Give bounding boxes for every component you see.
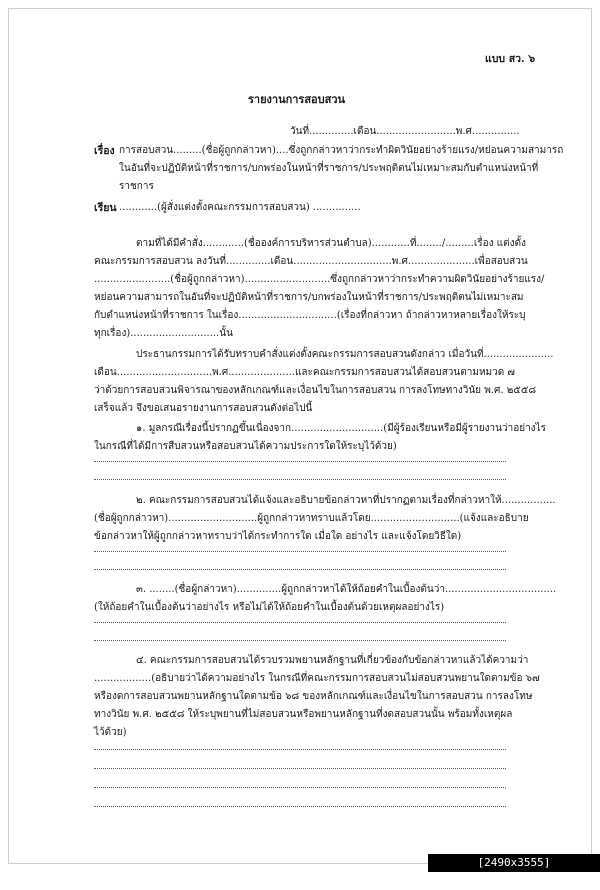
section-4-line: ๔. คณะกรรมการสอบสวนได้รวบรวมพยานหลักฐานที่เกี่ยวข้องกับข้อกล่าวหาแล้วได้ความว่า — [136, 655, 529, 666]
salutation-text: ............(ผู้สั่งแต่งตั้งคณะกรรมการสอบสวน) ............... — [119, 202, 361, 213]
blank-line — [94, 768, 506, 769]
blank-line — [94, 749, 506, 750]
section-4-line: ไว้ด้วย) — [94, 727, 127, 738]
subject-line: ราชการ — [119, 181, 154, 192]
watermark-link[interactable]: [2490x3555] https://upic.me/ — [428, 854, 600, 872]
blank-line — [94, 569, 506, 570]
salutation-label: เรียน — [94, 202, 117, 214]
section-1-line: ในกรณีที่ได้มีการสืบสวนหรือสอบสวนได้ความประการใดให้ระบุไว้ด้วย) — [94, 441, 397, 452]
page-title: รายงานการสอบสวน — [248, 93, 346, 106]
body-line: เสร็จแล้ว จึงขอเสนอรายงานการสอบสวนดังต่อไปนี้ — [94, 403, 313, 414]
blank-line — [94, 806, 506, 807]
section-3-line: ๓. ........(ชื่อผู้กล่าวหา)..............ผู้ถูกกล่าวหาได้ให้ถ้อยคำในเบื้องต้นว่า................................... — [136, 584, 557, 595]
blank-line — [94, 479, 506, 480]
section-2-line: ๒. คณะกรรมการสอบสวนได้แจ้งและอธิบายข้อกล่าวหาที่ปรากฏตามเรื่องที่กล่าวหาให้................. — [136, 495, 556, 506]
section-4-line: ..................(อธิบายว่าได้ความอย่างไร ในกรณีที่คณะกรรมการสอบสวนไม่สอบสวนพยานใดตามข้อ ๖๗ — [94, 673, 540, 684]
blank-line — [94, 461, 506, 462]
blank-line — [94, 640, 506, 641]
subject-line: การสอบสวน.........(ชื่อผู้ถูกกล่าวหา)....ซึ่งถูกกล่าวหาว่ากระทำผิดวินัยอย่างร้ายแรง/หย่อนความสามารถ — [119, 145, 564, 156]
body-line: ทุกเรื่อง)............................นั้น — [94, 328, 233, 339]
section-1-line: ๑. มูลกรณีเรื่องนี้ปรากฏขึ้นเนื่องจาก.............................(มีผู้ร้องเรียนหรือมีผู้รายงานว่าอย่างไร — [136, 423, 546, 434]
body-line: เดือน..............................พ.ศ.....................และคณะกรรมการสอบสวนได้สอบสวนตามหมวด ๗ — [94, 367, 515, 378]
section-4-line: ทางวินัย พ.ศ. ๒๕๕๘ ให้ระบุพยานที่ไม่สอบสวนหรือพยานหลักฐานที่งดสอบสวนนั้น พร้อมทั้งเหตุผล — [94, 709, 513, 720]
blank-line — [94, 622, 506, 623]
form-code: แบบ สว. ๖ — [485, 53, 536, 65]
body-line: กับตำแหน่งหน้าที่ราชการ ในเรื่อง...............................(เรื่องที่กล่าวหา ถ้ากล่าวหาหลายเรื่องให้ระบุ — [94, 310, 526, 321]
body-line: ตามที่ได้มีคำสั่ง.............(ชื่อองค์การบริหารส่วนตำบล)............ที่......../.........เรื่อง แต่งตั้ง — [136, 238, 526, 249]
body-line: ว่าด้วยการสอบสวนพิจารณาของหลักเกณฑ์และเงื่อนไขในการสอบสวน การลงโทษทางวินัย พ.ศ. ๒๕๕๘ — [94, 385, 537, 396]
body-line: ........................(ชื่อผู้ถูกกล่าวหา)...........................ซึ่งถูกกล่าวหาว่ากระทำความผิดวินัยอย่างร้ายแรง/ — [94, 274, 545, 285]
section-3-line: (ให้ถ้อยคำในเบื้องต้นว่าอย่างไร หรือไม่ได้ให้ถ้อยคำในเบื้องต้นด้วยเหตุผลอย่างไร) — [94, 602, 445, 613]
body-line: คณะกรรมการสอบสวน ลงวันที่..............เดือน...............................พ.ศ.....................เพื่อสอบสวน — [94, 256, 528, 267]
blank-line — [94, 551, 506, 552]
body-line: ประธานกรรมการได้รับทราบคำสั่งแต่งตั้งคณะกรรมการสอบสวนดังกล่าว เมื่อวันที่...................... — [136, 349, 554, 360]
section-4-line: หรืองดการสอบสวนพยานหลักฐานใดตามข้อ ๖๘ ของหลักเกณฑ์และเงื่อนไขในการสอบสวน การลงโทษ — [94, 691, 533, 702]
subject-label: เรื่อง — [94, 145, 115, 157]
section-2-line: ข้อกล่าวหาให้ผู้ถูกกล่าวหาทราบว่าได้กระทำการใด เมื่อใด อย่างไร และแจ้งโดยวิธีใด) — [94, 531, 462, 542]
date-line: วันที่..............เดือน.........................พ.ศ............... — [290, 126, 520, 137]
body-line: หย่อนความสามารถในอันที่จะปฏิบัติหน้าที่ราชการ/บกพร่องในหน้าที่ราชการ/ประพฤติตนไม่เหมาะสม — [94, 292, 524, 303]
subject-line: ในอันที่จะปฏิบัติหน้าที่ราชการ/บกพร่องในหน้าที่ราชการ/ประพฤติตนไม่เหมาะสมกับตำแหน่งหน้าที่ — [119, 163, 539, 174]
section-2-line: (ชื่อผู้ถูกกล่าวหา)............................ผู้ถูกกล่าวหาทราบแล้วโดย............................(แจ้งและอธิบาย — [94, 513, 529, 524]
blank-line — [94, 787, 506, 788]
